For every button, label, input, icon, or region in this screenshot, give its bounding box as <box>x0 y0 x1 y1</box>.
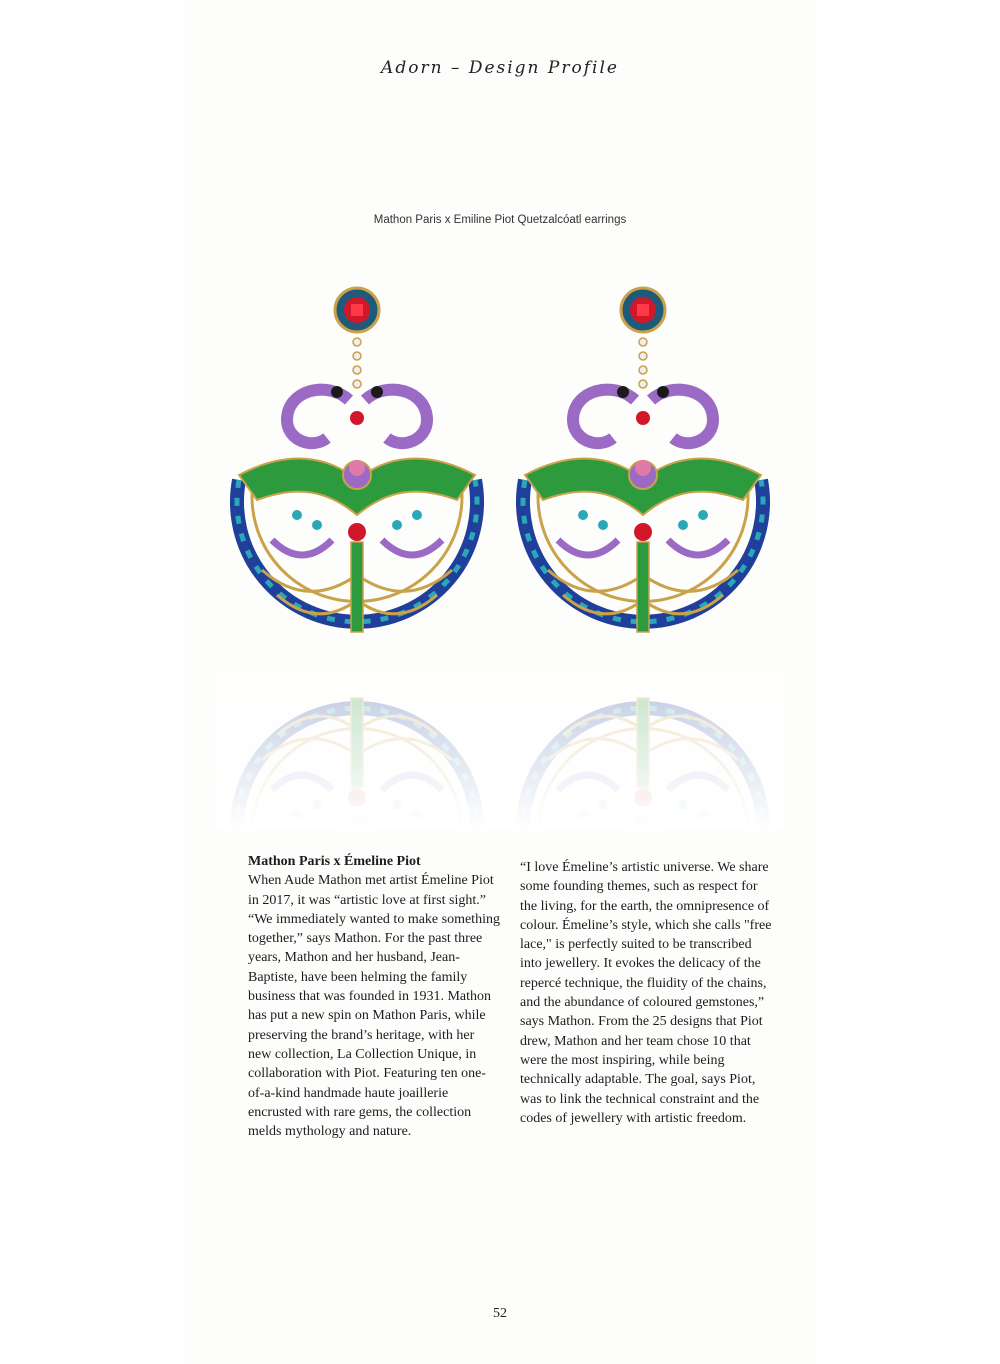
left-earring <box>237 288 477 632</box>
article-heading: Mathon Paris x Émeline Piot <box>248 854 421 869</box>
page-number: 52 <box>493 1306 507 1321</box>
article-right-column <box>520 858 772 1128</box>
figure-caption: Mathon Paris x Emiline Piot Quetzalcóatl earrings <box>373 214 627 226</box>
article-left-body: When Aude Mathon met artist Émeline Piot in 2017, it was “artistic love at first sight.” “We immediately wanted to make something together,” says Mathon. For the past three years, Mathon and her husband, Jean-Baptiste, have been helming the family business that was founded in 1931. Mathon has put a new spin on Mathon Paris, while preserving the brand’s heritage, with her new collection, La Collection Unique, in collaboration with Piot. Featuring ten one-of-a-kind handmade haute joaillerie encrusted with rare gems, the collection melds mythology and nature. <box>248 873 500 1140</box>
article-left-column <box>248 852 500 1141</box>
right-earring <box>523 288 763 632</box>
article-right-body: “I love Émeline’s artistic universe. We share some founding themes, such as respect for the living, for the earth, the omnipresence of colour. Émeline’s style, which she calls "free lace," is perfectly suited to be transcribed into jewellery. It evokes the delicacy of the repercé technique, the fluidity of the chains, and the abundance of coloured gemstones,” says Mathon. From the 25 designs that Piot drew, Mathon and her team chose 10 that were the most inspiring, while being technically adaptable. The goal, says Piot, was to link the technical constraint and the codes of jewellery with artistic freedom. <box>520 860 772 1126</box>
running-header: Adorn – Design Profile <box>381 58 619 78</box>
earrings-photo <box>215 270 785 830</box>
